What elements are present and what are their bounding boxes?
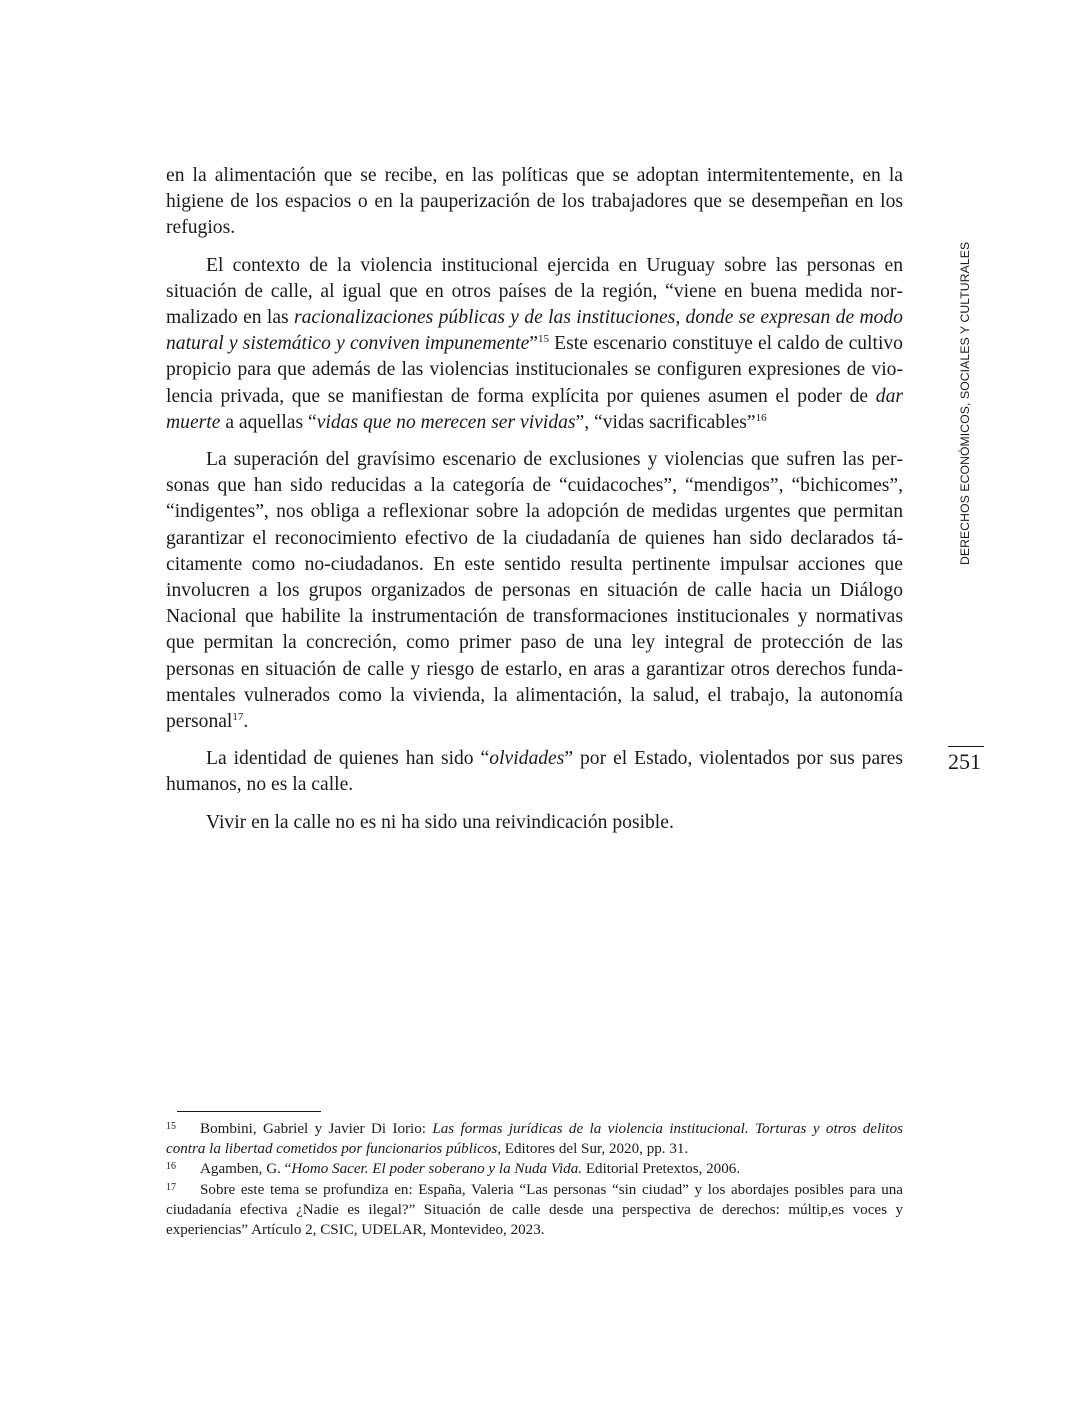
paragraph-4 (166, 746, 903, 798)
page-number: 251 (948, 749, 981, 774)
paragraph-2 (166, 253, 903, 436)
footnote-ref-15[interactable]: 15 (537, 333, 549, 346)
paragraph-2-text-d: Este escenario constituye el caldo de cultivo propicio para que además de las violencias institucionales se configuren expresiones de violencia privada, que se manifiestan de forma explícita por quienes asumen el poder de (166, 333, 903, 407)
paragraph-2-text-f: a aquellas “ (220, 411, 317, 433)
paragraph-3-end: . (243, 711, 249, 733)
paragraph-1: en la alimentación que se recibe, en las políticas que se adoptan intermitentemente, en la higiene de los espacios o en la pauperización de los trabajadores que se desempeñan en los refugios. (166, 165, 903, 239)
paragraph-5: Vivir en la calle no es ni ha sido una reivindicación posible. (206, 811, 674, 833)
paragraph-3-text: La superación del gravísimo escenario de exclusiones y violencias que sufren las personas que han sido reducidas a la categoría de “cuidacoches”, “mendigos”, “bichicomes”, “indigentes”, nos obliga a reflexionar sobre la adopción de medidas urgentes que permitan garantizar el reconocimiento efectivo de la ciudadanía de quienes han sido declarados tácitamente como no-ciudadanos. En este sentido resulta pertinente impulsar acciones que involucren a los grupos organizados de personas en situación de calle hacia un Diálogo Nacional que habilite la instrumentación de transformaciones institucionales y normativas que permitan la concreción, como primer paso de una ley integral de protección de las personas en situación de calle y riesgo de estarlo, en aras a garantizar otros derechos fundamentales vulnerados como la vivienda, la alimentación, la salud, el trabajo, la autonomía personal (166, 449, 903, 733)
footnote-separator (177, 1111, 321, 1112)
paragraph-4-text-a: La identidad de quienes han sido “ (206, 748, 490, 770)
footnote-17: 17 Sobre este tema se profundiza en: España, Valeria “Las personas “sin ciudad” y los abordajes posibles para una ciudadanía efectiva ¿Nadie es ilegal?” Situación de calle desde una perspectiva de derechos: múltip,es voces y experiencias” Artículo 2, CSIC, UDELAR, Montevideo, 2023. (166, 1181, 903, 1239)
body-text (166, 163, 903, 847)
footnotes (166, 1119, 903, 1240)
footnote-16: 16 Agamben, G. “Homo Sacer. El poder soberano y la Nuda Vida. Editorial Pretextos, 2006. (166, 1161, 741, 1178)
footnote-text: Bombini, Gabriel y Javier Di Iorio: (200, 1121, 433, 1137)
paragraph-2-italic-vidas: vidas que no merecen ser vividas (316, 411, 576, 433)
paragraph-2-text-a: El contexto de la violencia institucional ejercida en Uruguay sobre las personas en situación de calle, al igual que en otros países de la región, “viene en buena medida normalizado en las (166, 254, 903, 329)
footnote-text-end: Editorial Pretextos, 2006. (582, 1161, 741, 1178)
page-number-rule (948, 746, 984, 747)
paragraph-2-text-h: ”, “vidas sacrificables” (575, 411, 756, 433)
running-header-vertical: DERECHOS ECONÓMICOS, SOCIALES Y CULTURALES (958, 241, 972, 565)
footnote-15: 15 Bombini, Gabriel y Javier Di Iorio: Las formas jurídicas de la violencia institucional. Torturas y otros delitos contra la libertad cometidos por funcionarios públicos, Editores del Sur, 2020, pp. 31. (166, 1121, 903, 1158)
footnote-italic-title: Homo Sacer. El poder soberano y la Nuda Vida. (291, 1161, 583, 1178)
paragraph-2-italic-quote: racionalizaciones públicas y de las instituciones, donde se expresan de modo natural y sistemático y conviven impunemente (166, 307, 903, 355)
paragraph-2-text-c: ” (529, 333, 538, 355)
footnote-text: Agamben, G. “ (200, 1161, 292, 1178)
footnote-ref-16[interactable]: 16 (755, 411, 767, 424)
footnote-text-end: Editores del Sur, 2020, pp. 31. (500, 1141, 689, 1158)
paragraph-2-italic-dar-muerte: dar muerte (166, 385, 903, 433)
paragraph-4-text-c: ” por el Estado, violentados por sus pares humanos, no es la calle. (166, 748, 904, 796)
footnote-ref-17[interactable]: 17 (232, 711, 244, 724)
paragraph-4-italic-olvidades: olvidades (489, 748, 565, 770)
paragraph-3 (166, 447, 903, 735)
footnote-italic-title: Las formas jurídicas de la violencia institucional. Torturas y otros delitos contra la libertad cometidos por funcionarios públicos, (166, 1121, 903, 1158)
footnote-text: Sobre este tema se profundiza en: España, Valeria “Las personas “sin ciudad” y los abordajes posibles para una ciudadanía efectiva ¿Nadie es ilegal?” Situación de calle desde una perspectiva de derechos: múltip,es voces y experiencias” Artículo 2, CSIC, UDELAR, Montevideo, 2023. (166, 1181, 903, 1239)
